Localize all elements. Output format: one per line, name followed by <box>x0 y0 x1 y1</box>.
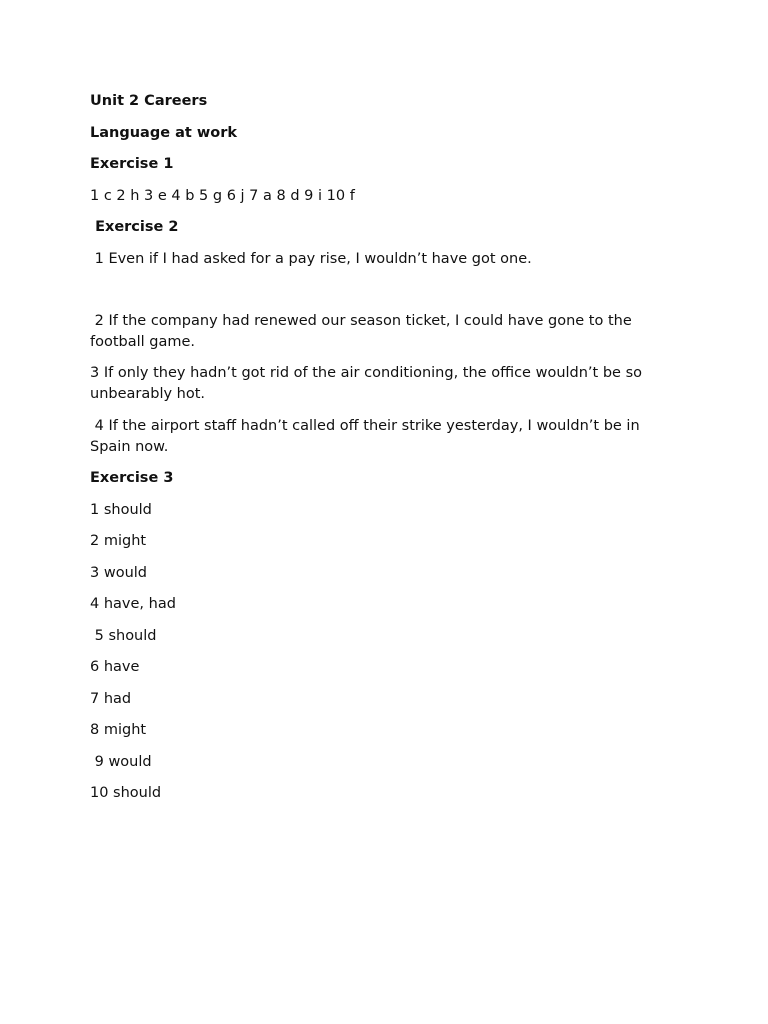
exercise-3-item: 9 would <box>90 753 152 770</box>
exercise-3-item: 7 had <box>90 690 132 707</box>
exercise-3-item: 3 would <box>90 564 147 581</box>
exercise-2-item: 4 If the airport staff hadn’t called off their strike yesterday, I wouldn’t be in Spain now. <box>90 417 645 455</box>
exercise-3-item: 6 have <box>90 659 140 675</box>
exercise-1-heading: Exercise 1 <box>90 156 174 172</box>
exercise-1-answers: 1 c 2 h 3 e 4 b 5 g 6 j 7 a 8 d 9 i 10 f <box>90 187 355 204</box>
document-page <box>90 91 680 815</box>
exercise-3-item: 8 might <box>90 722 147 738</box>
exercise-2-heading: Exercise 2 <box>90 219 179 235</box>
exercise-2-item: 2 If the company had renewed our season ticket, I could have gone to the football game. <box>90 312 637 350</box>
exercise-3-item: 10 should <box>90 785 162 801</box>
unit-title: Unit 2 Careers <box>90 93 208 109</box>
exercise-3-item: 5 should <box>90 627 157 644</box>
exercise-3-heading: Exercise 3 <box>90 470 174 486</box>
exercise-2-item: 1 Even if I had asked for a pay rise, I wouldn’t have got one. <box>90 250 532 267</box>
section-title: Language at work <box>90 124 238 141</box>
exercise-3-item: 1 should <box>90 501 152 518</box>
exercise-3-item: 2 might <box>90 533 147 549</box>
exercise-2-item: 3 If only they hadn’t got rid of the air conditioning, the office wouldn’t be so unbearably hot. <box>90 365 647 402</box>
exercise-3-item: 4 have, had <box>90 596 176 612</box>
